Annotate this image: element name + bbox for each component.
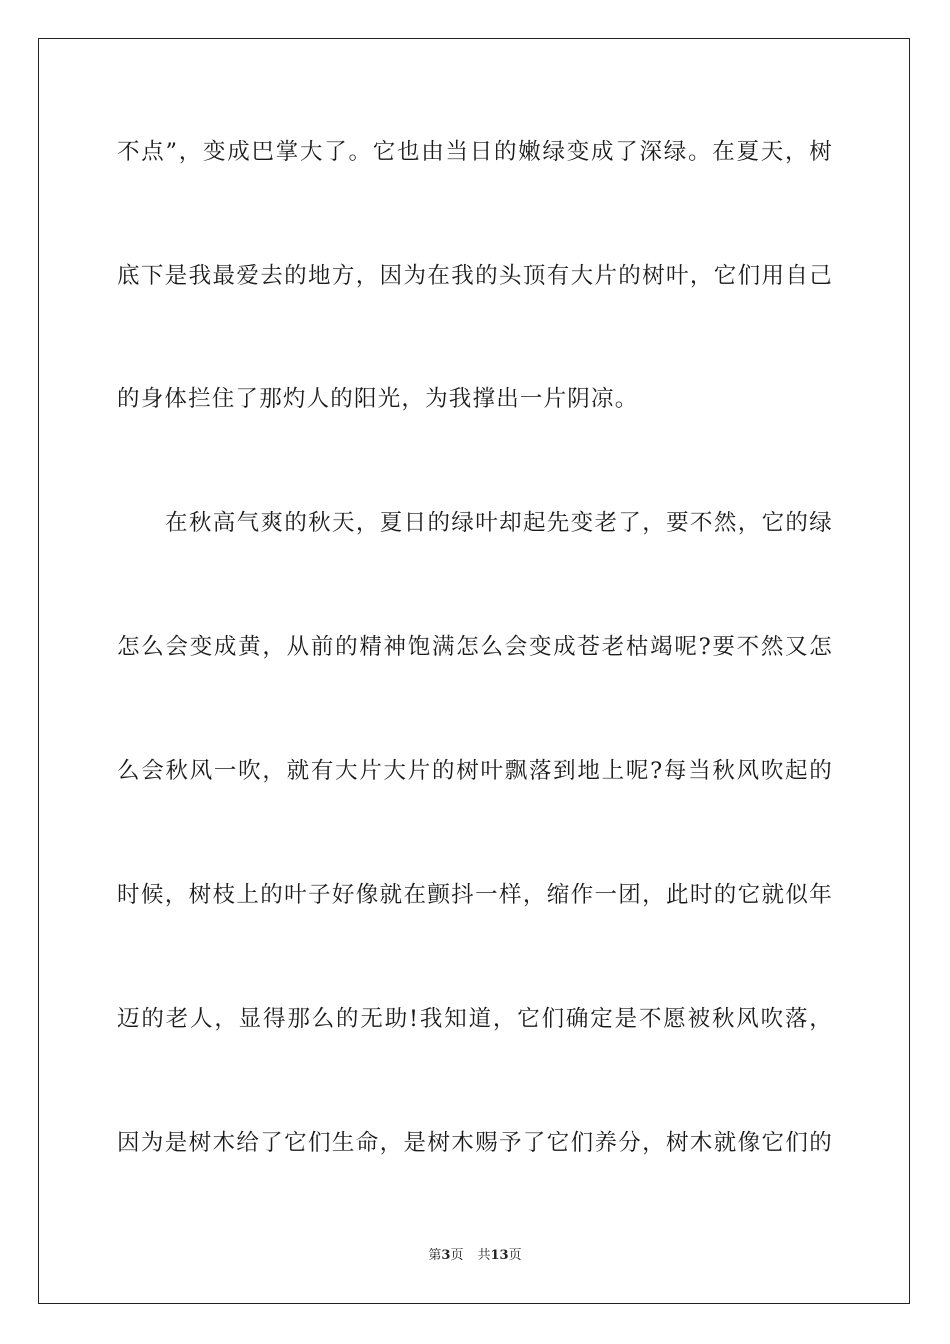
page-current: 3 <box>441 1248 451 1263</box>
paragraph-line-7: 时候，树枝上的叶子好像就在颤抖一样，缩作一团，此时的它就似年 <box>117 882 833 908</box>
paragraph-line-4: 在秋高气爽的秋天，夏日的绿叶却起先变老了，要不然，它的绿 <box>165 510 833 536</box>
paragraph-line-1: 不点”，变成巴掌大了。它也由当日的嫩绿变成了深绿。在夏天，树 <box>117 139 833 165</box>
paragraph-line-2: 底下是我最爱去的地方，因为在我的头顶有大片的树叶，它们用自己 <box>117 263 833 289</box>
page-footer <box>0 1247 950 1265</box>
total-prefix: 共 <box>477 1248 491 1263</box>
paragraph-line-9: 因为是树木给了它们生命，是树木赐予了它们养分，树木就像它们的 <box>117 1130 833 1156</box>
paragraph-line-6: 么会秋风一吹，就有大片大片的树叶飘落到地上呢?每当秋风吹起的 <box>117 758 833 784</box>
paragraph-line-3: 的身体拦住了那灼人的阳光，为我撑出一片阴凉。 <box>117 386 639 412</box>
page-prefix: 第 <box>428 1248 442 1263</box>
total-suffix: 页 <box>508 1248 522 1263</box>
page-total: 13 <box>490 1248 509 1263</box>
paragraph-line-8: 迈的老人，显得那么的无助!我知道，它们确定是不愿被秋风吹落， <box>117 1006 833 1032</box>
paragraph-line-5: 怎么会变成黄，从前的精神饱满怎么会变成苍老枯竭呢?要不然又怎 <box>117 634 833 660</box>
page-suffix: 页 <box>450 1248 464 1263</box>
page-border <box>38 38 910 1304</box>
